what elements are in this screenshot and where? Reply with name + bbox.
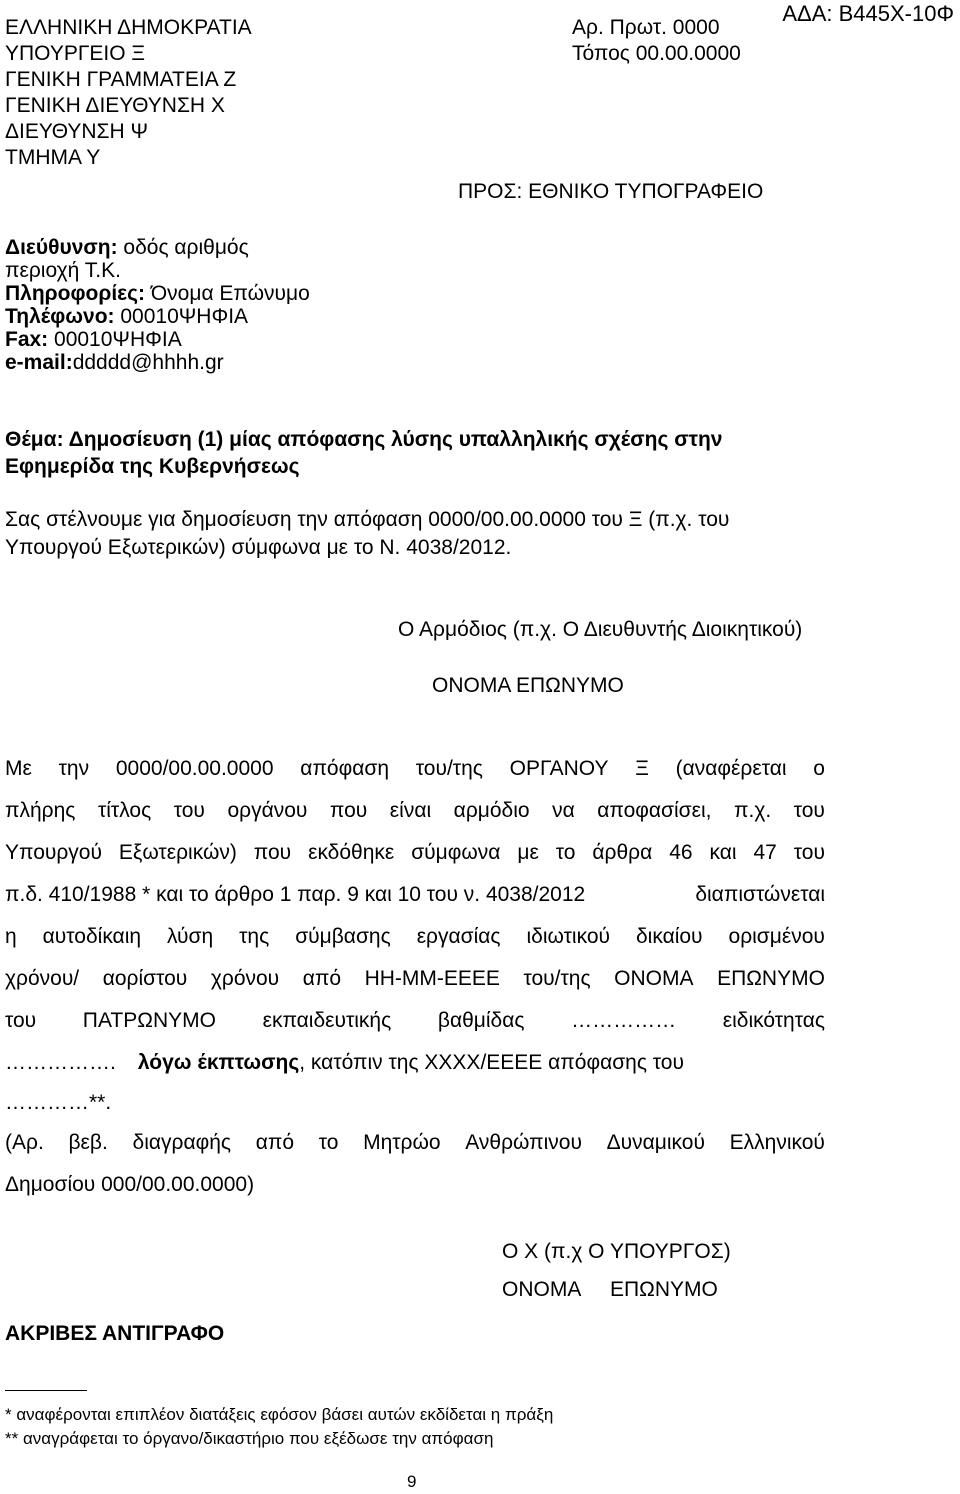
body-word: είναι xyxy=(389,799,432,822)
body-word: αρμόδιο xyxy=(453,799,530,822)
body-word: που xyxy=(329,799,368,822)
authority-line: ΔΙΕΥΘΥΝΣΗ Ψ xyxy=(5,120,149,143)
body-line xyxy=(5,832,825,874)
phone-line xyxy=(5,305,310,328)
body-word: ορισμένου xyxy=(728,925,825,948)
body-word: της xyxy=(239,925,270,948)
fax-label: Fax: xyxy=(5,328,49,351)
footnote: ** αναγράφεται το όργανο/δικαστήριο που εξέδωσε την απόφαση xyxy=(5,1429,494,1448)
fax-value: 00010ΨΗΦΙΑ xyxy=(48,328,182,351)
email-value: ddddd@hhhh.gr xyxy=(72,351,224,374)
body-word: το xyxy=(555,841,576,864)
body-word: διαγραφής xyxy=(132,1131,232,1154)
signatory-name: ΟΝΟΜΑ ΕΠΩΝΥΜΟ xyxy=(432,674,624,697)
body-word: λύση xyxy=(167,925,214,948)
intro-line: Υπουργού Εξωτερικών) σύμφωνα με το Ν. 4038/2012. xyxy=(5,536,512,559)
body-word: ΟΝΟΜΑ xyxy=(614,967,694,990)
body-word: το xyxy=(318,1131,339,1154)
authority-line: ΥΠΟΥΡΓΕΙΟ Ξ xyxy=(5,42,146,65)
email-label: e-mail: xyxy=(5,351,73,374)
body-word: εργασίας xyxy=(416,925,501,948)
phone-label: Τηλέφωνο: xyxy=(5,305,115,328)
footnotes xyxy=(5,1404,553,1452)
body-word: ειδικότητας xyxy=(722,1009,825,1032)
body-word: με xyxy=(517,841,539,864)
body-line xyxy=(5,1122,825,1164)
intro-paragraph xyxy=(5,508,729,564)
body-word: του xyxy=(5,1009,37,1032)
place-date: Τόπος 00.00.0000 xyxy=(572,42,741,65)
subject-line: Εφημερίδα της Κυβερνήσεως xyxy=(5,455,300,478)
body-line xyxy=(5,748,825,790)
body-word: χρόνου/ xyxy=(5,967,80,990)
certified-copy-label: ΑΚΡΙΒΕΣ ΑΝΤΙΓΡΑΦΟ xyxy=(5,1322,225,1345)
body-word: άρθρα xyxy=(592,841,653,864)
body-word: Μητρώο xyxy=(363,1131,441,1154)
ada-code: ΑΔΑ: Β445Χ-10Φ xyxy=(782,1,954,26)
body-word: βεβ. xyxy=(68,1131,108,1154)
email-line xyxy=(5,351,310,374)
decision-body xyxy=(5,748,825,1206)
protocol-number: Αρ. Πρωτ. 0000 xyxy=(572,16,720,39)
address-label: Διεύθυνση: xyxy=(5,236,118,259)
body-word: Δυναμικού xyxy=(606,1131,705,1154)
body-word: 0000/00.00.0000 xyxy=(115,757,274,780)
body-word: Ξ xyxy=(635,757,649,780)
body-word: πλήρης xyxy=(5,799,76,822)
body-text: π.δ. 410/1988 * και το άρθρο 1 παρ. 9 και 10 του ν. 4038/2012 xyxy=(5,883,586,906)
protocol-block xyxy=(572,16,741,68)
fax-line xyxy=(5,328,310,351)
body-word: τίτλος xyxy=(97,799,152,822)
footnote-divider xyxy=(5,1390,87,1391)
body-line xyxy=(5,1084,825,1122)
body-word: Ανθρώπινου xyxy=(465,1131,582,1154)
body-word: που xyxy=(253,841,292,864)
body-word: του xyxy=(173,799,205,822)
body-word: 47 xyxy=(753,841,777,864)
subject-line: Θέμα: Δημοσίευση (1) μίας απόφασης λύσης υπαλληλικής σχέσης στην xyxy=(5,428,723,451)
authority-line: ΓΕΝΙΚΗ ΓΡΑΜΜΑΤΕΙΑ Ζ xyxy=(5,68,237,91)
body-word: του xyxy=(793,841,825,864)
body-word: ΟΡΓΑΝΟΥ xyxy=(509,757,609,780)
body-line xyxy=(5,874,825,916)
body-word: (Αρ. xyxy=(5,1131,44,1154)
minister-block xyxy=(502,1240,731,1316)
body-word: του/της xyxy=(523,967,591,990)
intro-line: Σας στέλνουμε για δημοσίευση την απόφαση 0000/00.00.0000 του Ξ (π.χ. του xyxy=(5,508,730,531)
minister-name: ΟΝΟΜΑ ΕΠΩΝΥΜΟ xyxy=(502,1278,718,1301)
body-line xyxy=(5,790,825,832)
contact-block xyxy=(5,236,310,374)
body-word: δικαίου xyxy=(635,925,703,948)
body-word: αορίστου xyxy=(102,967,188,990)
body-word: χρόνου xyxy=(210,967,280,990)
body-word: (αναφέρεται xyxy=(675,757,787,780)
body-line xyxy=(5,916,825,958)
body-bold-text: λόγω έκπτωσης xyxy=(137,1051,300,1074)
body-word: σύμφωνα xyxy=(411,841,501,864)
body-word: Εξωτερικών) xyxy=(118,841,237,864)
body-dots: …………**. xyxy=(5,1091,112,1114)
body-text: Δημοσίου 000/00.00.0000) xyxy=(5,1173,255,1196)
body-line xyxy=(5,1042,825,1084)
body-word: ο xyxy=(813,757,825,780)
body-word: απόφαση xyxy=(300,757,390,780)
body-word: η xyxy=(5,925,17,948)
authority-line: ΕΛΛΗΝΙΚΗ ΔΗΜΟΚΡΑΤΙΑ xyxy=(5,16,252,39)
body-word: και xyxy=(709,841,737,864)
address-value: οδός αριθμός xyxy=(117,236,249,259)
authority-line: ΓΕΝΙΚΗ ΔΙΕΥΘΥΝΣΗ Χ xyxy=(5,94,225,117)
body-word: οργάνου xyxy=(227,799,308,822)
body-word: ιδιωτικού xyxy=(526,925,610,948)
phone-value: 00010ΨΗΦΙΑ xyxy=(114,305,249,328)
body-word: εκδόθηκε xyxy=(308,841,395,864)
page-number: 9 xyxy=(407,1472,417,1491)
body-line xyxy=(5,1164,825,1206)
body-word: ΕΠΩΝΥΜΟ xyxy=(717,967,825,990)
subject-block xyxy=(5,428,722,482)
body-line xyxy=(5,1000,825,1042)
body-word: αυτοδίκαιη xyxy=(42,925,142,948)
body-word: …………… xyxy=(571,1009,677,1032)
body-word: ΠΑΤΡΩΝΥΜΟ xyxy=(82,1009,216,1032)
body-word: του/της xyxy=(415,757,483,780)
body-word: του xyxy=(793,799,825,822)
body-word: από xyxy=(255,1131,295,1154)
body-word: σύμβασης xyxy=(295,925,391,948)
recipient: ΠΡΟΣ: ΕΘΝΙΚΟ ΤΥΠΟΓΡΑΦΕΙΟ xyxy=(458,180,764,203)
info-label: Πληροφορίες: xyxy=(5,282,146,305)
responsible-official: Ο Αρμόδιος (π.χ. Ο Διευθυντής Διοικητικού) xyxy=(398,618,803,641)
body-word: Με xyxy=(5,757,32,780)
body-word: π.χ. xyxy=(734,799,772,822)
address-line xyxy=(5,236,310,259)
body-word: από xyxy=(302,967,342,990)
area-line: περιοχή Τ.Κ. xyxy=(5,259,121,282)
body-word: εκπαιδευτικής xyxy=(262,1009,392,1032)
body-word: ΗΗ-ΜΜ-ΕΕΕΕ xyxy=(364,967,500,990)
body-dots: ……………. xyxy=(5,1051,116,1074)
minister-title: Ο Χ (π.χ Ο ΥΠΟΥΡΓΟΣ) xyxy=(502,1240,731,1263)
body-word: βαθμίδας xyxy=(437,1009,525,1032)
body-word: την xyxy=(58,757,90,780)
body-word: 46 xyxy=(669,841,693,864)
issuing-authority-block xyxy=(5,16,252,172)
body-text: , κατόπιν της ΧΧΧΧ/ΕΕΕΕ απόφασης του xyxy=(299,1051,684,1074)
info-value: Όνομα Επώνυμο xyxy=(145,282,310,305)
body-word: να xyxy=(552,799,575,822)
body-text: διαπιστώνεται xyxy=(695,883,825,906)
body-word: Ελληνικού xyxy=(729,1131,825,1154)
body-line xyxy=(5,958,825,1000)
authority-line: ΤΜΗΜΑ Υ xyxy=(5,146,101,169)
footnote: * αναφέρονται επιπλέον διατάξεις εφόσον βάσει αυτών εκδίδεται η πράξη xyxy=(5,1405,554,1424)
body-word: Υπουργού xyxy=(5,841,102,864)
body-word: αποφασίσει, xyxy=(597,799,712,822)
info-line xyxy=(5,282,310,305)
